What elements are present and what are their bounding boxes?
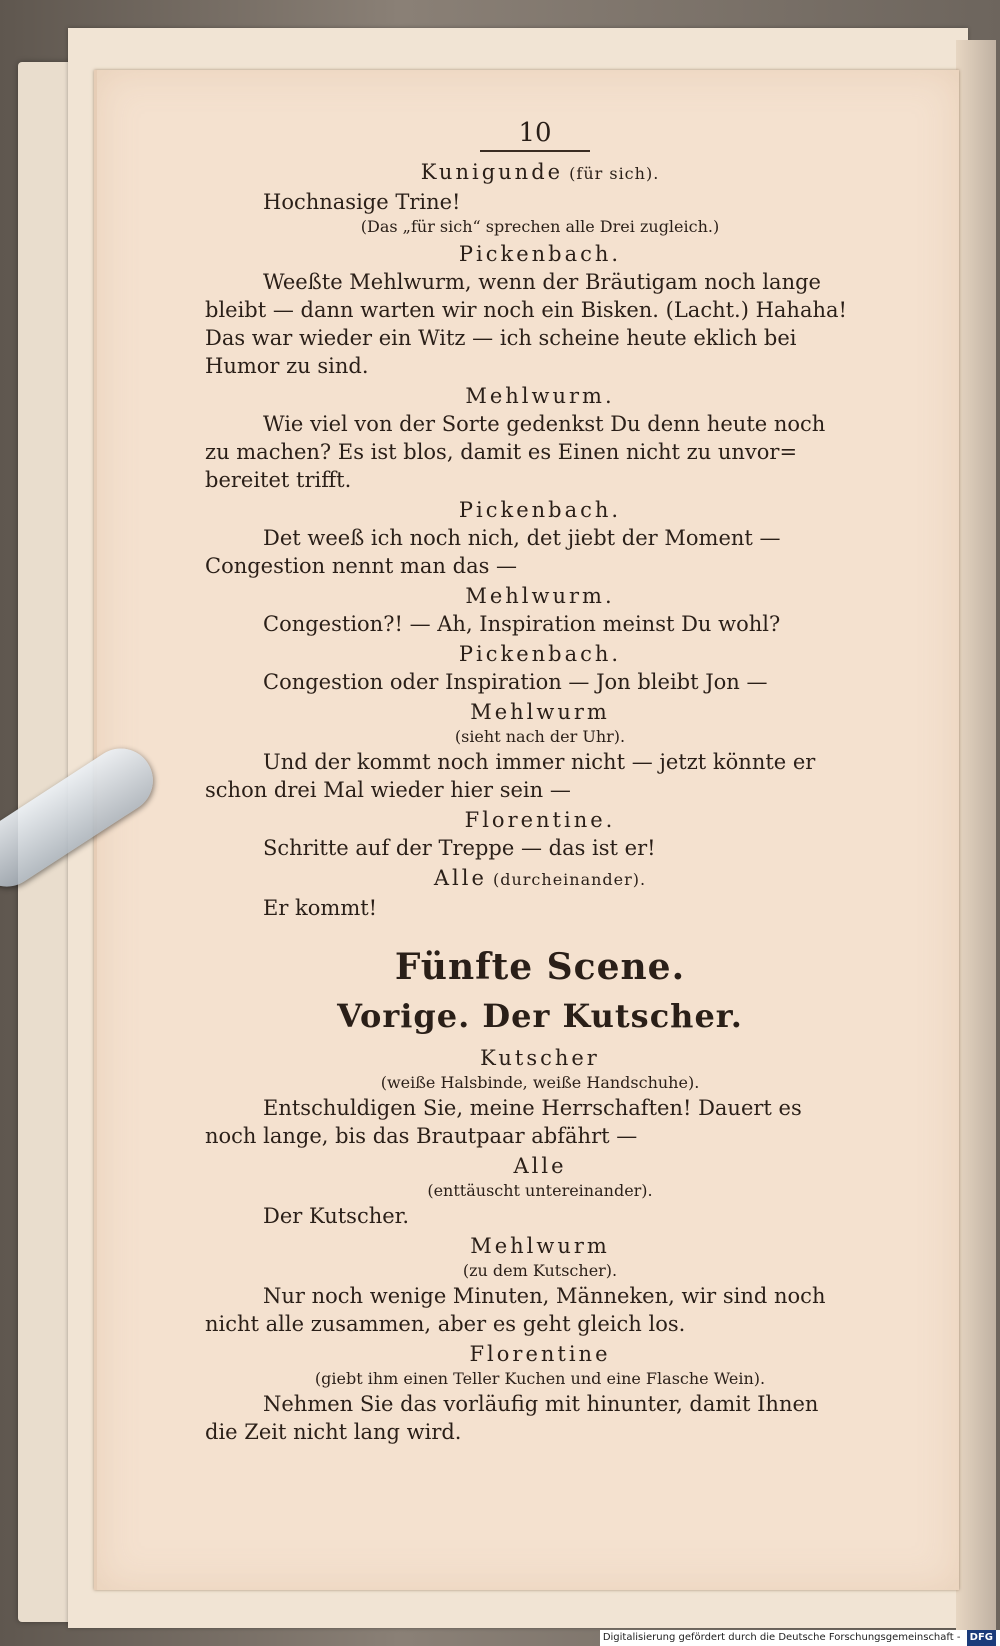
speaker-name [205,1232,875,1260]
footer-text: Digitalisierung gefördert durch die Deutsche Forschungsgemeinschaft - [602,1632,961,1643]
dialogue-line: Und der kommt noch immer nicht — jetzt könnte er [263,750,816,774]
page-number: 10 [265,118,805,156]
speaker-name [205,640,875,668]
speaker-name [205,698,875,726]
dialogue-line: Hochnasige Trine! [263,190,461,214]
facing-page-edge [956,40,996,1640]
stage-direction: (sieht nach der Uhr). [454,727,626,746]
dialogue-line: Congestion oder Inspiration — Jon bleibt Jon — [263,670,768,694]
dialogue-line: Schritte auf der Treppe — das ist er! [263,836,656,860]
speaker-label: Mehlwurm [470,1234,610,1258]
stage-direction: (giebt ihm einen Teller Kuchen und eine Flasche Wein). [314,1369,766,1388]
dialogue-line: Das war wieder ein Witz — ich scheine heute eklich bei [205,326,797,350]
scene-title: Fünfte Scene. [394,946,686,988]
speaker-label: Pickenbach. [458,642,622,666]
speaker-label: Florentine. [464,808,616,832]
speaker-name [205,806,875,834]
speaker-label: Mehlwurm [470,700,610,724]
speaker-name [205,496,875,524]
dialogue-line: nicht alle zusammen, aber es geht gleich los. [205,1312,686,1336]
speaker-label: Alle [513,1154,567,1178]
stage-direction: (durcheinander). [486,870,647,889]
scene-characters: Vorige. Der Kutscher. [337,997,743,1035]
dialogue-line: Nur noch wenige Minuten, Männeken, wir sind noch [263,1284,826,1308]
dialogue-line: Congestion?! — Ah, Inspiration meinst Du wohl? [263,612,781,636]
stage-direction: (weiße Halsbinde, weiße Handschuhe). [380,1073,700,1092]
speaker-name [205,1152,875,1180]
dialogue-line: Er kommt! [263,896,378,920]
dialogue-line: Congestion nennt man das — [205,554,518,578]
dialogue-line: schon drei Mal wieder hier sein — [205,778,571,802]
speaker-name [205,864,875,894]
dialogue-line: zu machen? Es ist blos, damit es Einen nicht zu unvor= [205,440,798,464]
dialogue-line: Wie viel von der Sorte gedenkst Du denn heute noch [263,412,826,436]
dialogue-line: bereitet trifft. [205,468,352,492]
speaker-label: Kunigunde [420,160,564,184]
dialogue-line: Nehmen Sie das vorläufig mit hinunter, damit Ihnen [263,1392,819,1416]
speaker-label: Kutscher [480,1046,600,1070]
dialogue-line: Entschuldigen Sie, meine Herrschaften! Dauert es [263,1096,802,1120]
stage-direction: (enttäuscht untereinander). [427,1181,653,1200]
dialogue-line: Weeßte Mehlwurm, wenn der Bräutigam noch lange [263,270,821,294]
speaker-name [205,240,875,268]
stage-direction: (für sich). [563,164,660,183]
speaker-label: Mehlwurm. [465,584,615,608]
speaker-name [205,1044,875,1072]
page-content [205,118,875,1446]
digitization-footer [600,1630,1000,1646]
speaker-label: Florentine [469,1342,611,1366]
speaker-label: Mehlwurm. [465,384,615,408]
dialogue-line: Humor zu sind. [205,354,369,378]
speaker-label: Pickenbach. [458,498,622,522]
dialogue-line: bleibt — dann warten wir noch ein Bisken. (Lacht.) Hahaha! [205,298,847,322]
dialogue-line: Det weeß ich noch nich, det jiebt der Moment — [263,526,781,550]
dialogue-line: noch lange, bis das Brautpaar abfährt — [205,1124,638,1148]
stage-direction: (zu dem Kutscher). [462,1261,618,1280]
dialogue-line: die Zeit nicht lang wird. [205,1420,462,1444]
speaker-label: Alle [433,866,487,890]
text-body [205,158,875,1446]
speaker-name [205,582,875,610]
stage-direction: (Das „für sich“ sprechen alle Drei zugleich.) [360,217,720,236]
dfg-logo: DFG [967,1630,996,1646]
speaker-name [205,382,875,410]
speaker-name [205,1340,875,1368]
speaker-name [205,158,875,188]
dialogue-line: Der Kutscher. [263,1204,410,1228]
speaker-label: Pickenbach. [458,242,622,266]
